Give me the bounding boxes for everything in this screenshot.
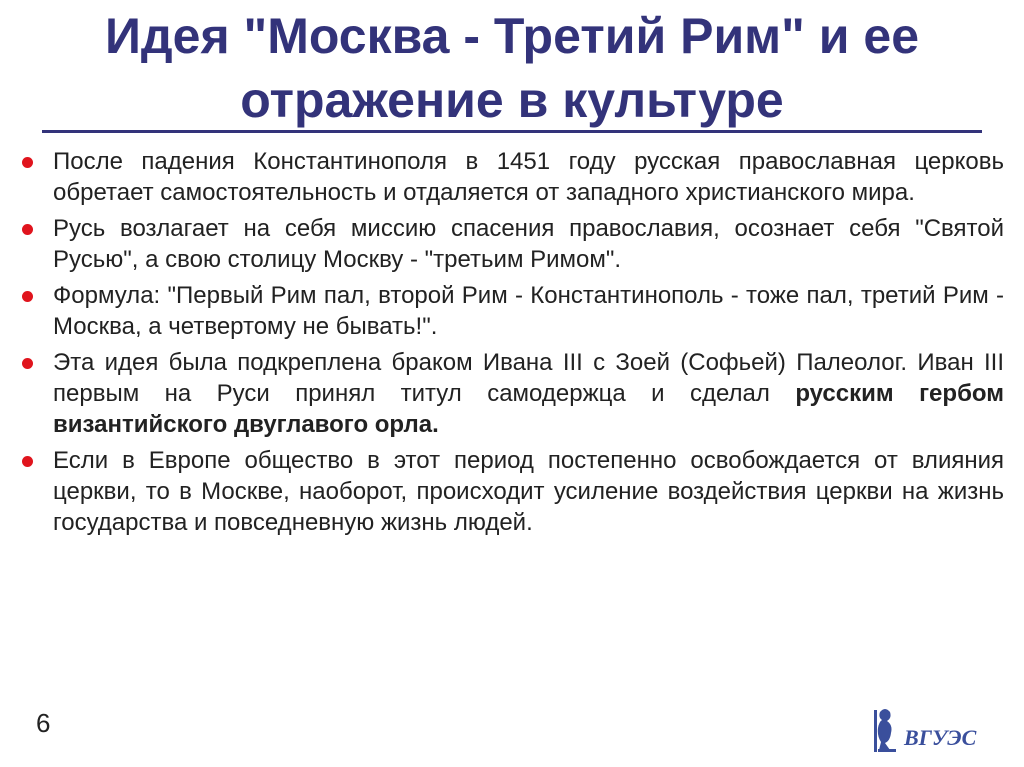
page-number: 6 xyxy=(36,708,51,738)
bullet-text: Эта идея была подкреплена браком Ивана III с Зоей (Софьей) Палеолог. Иван III первым на Руси принял титул самодержца и сделал xyxy=(53,349,1004,407)
university-logo xyxy=(870,704,1000,756)
title-divider xyxy=(42,130,982,133)
bullet-bold-text: русским гербом византийского двуглавого орла. xyxy=(53,380,1004,438)
bullet-dot-icon xyxy=(22,224,33,235)
bullet-dot-icon xyxy=(22,291,33,302)
bullet-text: После падения Константинополя в 1451 году русская православная церковь обретает самостоятельность и отдаляется от западного христианского мира. xyxy=(53,148,1004,206)
bullet-item-2 xyxy=(22,213,1004,275)
bullet-dot-icon xyxy=(22,358,33,369)
bullet-text: Русь возлагает на себя миссию спасения православия, осознает себя "Святой Русью", а свою столицу Москву - "третьим Римом". xyxy=(53,215,1004,273)
bullet-item-4 xyxy=(22,347,1004,440)
bullet-list xyxy=(22,146,1004,543)
title-line-2: отражение в культуре xyxy=(240,72,784,128)
bullet-item-3 xyxy=(22,280,1004,342)
title-line-1: Идея "Москва - Третий Рим" и ее xyxy=(104,8,920,64)
bullet-text: Формула: "Первый Рим пал, второй Рим - Константинополь - тоже пал, третий Рим - Москва, а четвертому не бывать!". xyxy=(53,282,1004,340)
bullet-text: Если в Европе общество в этот период постепенно освобождается от влияния церкви, то в Москве, наоборот, происходит усиление воздействия церкви на жизнь государства и повседневную жизнь людей. xyxy=(53,447,1004,536)
university-logo-icon xyxy=(870,704,1000,756)
bullet-item-1 xyxy=(22,146,1004,208)
bullet-dot-icon xyxy=(22,157,33,168)
bullet-item-5 xyxy=(22,445,1004,538)
slide-title xyxy=(40,4,984,132)
bullet-dot-icon xyxy=(22,456,33,467)
logo-wordmark: ВГУЭС xyxy=(904,725,977,750)
